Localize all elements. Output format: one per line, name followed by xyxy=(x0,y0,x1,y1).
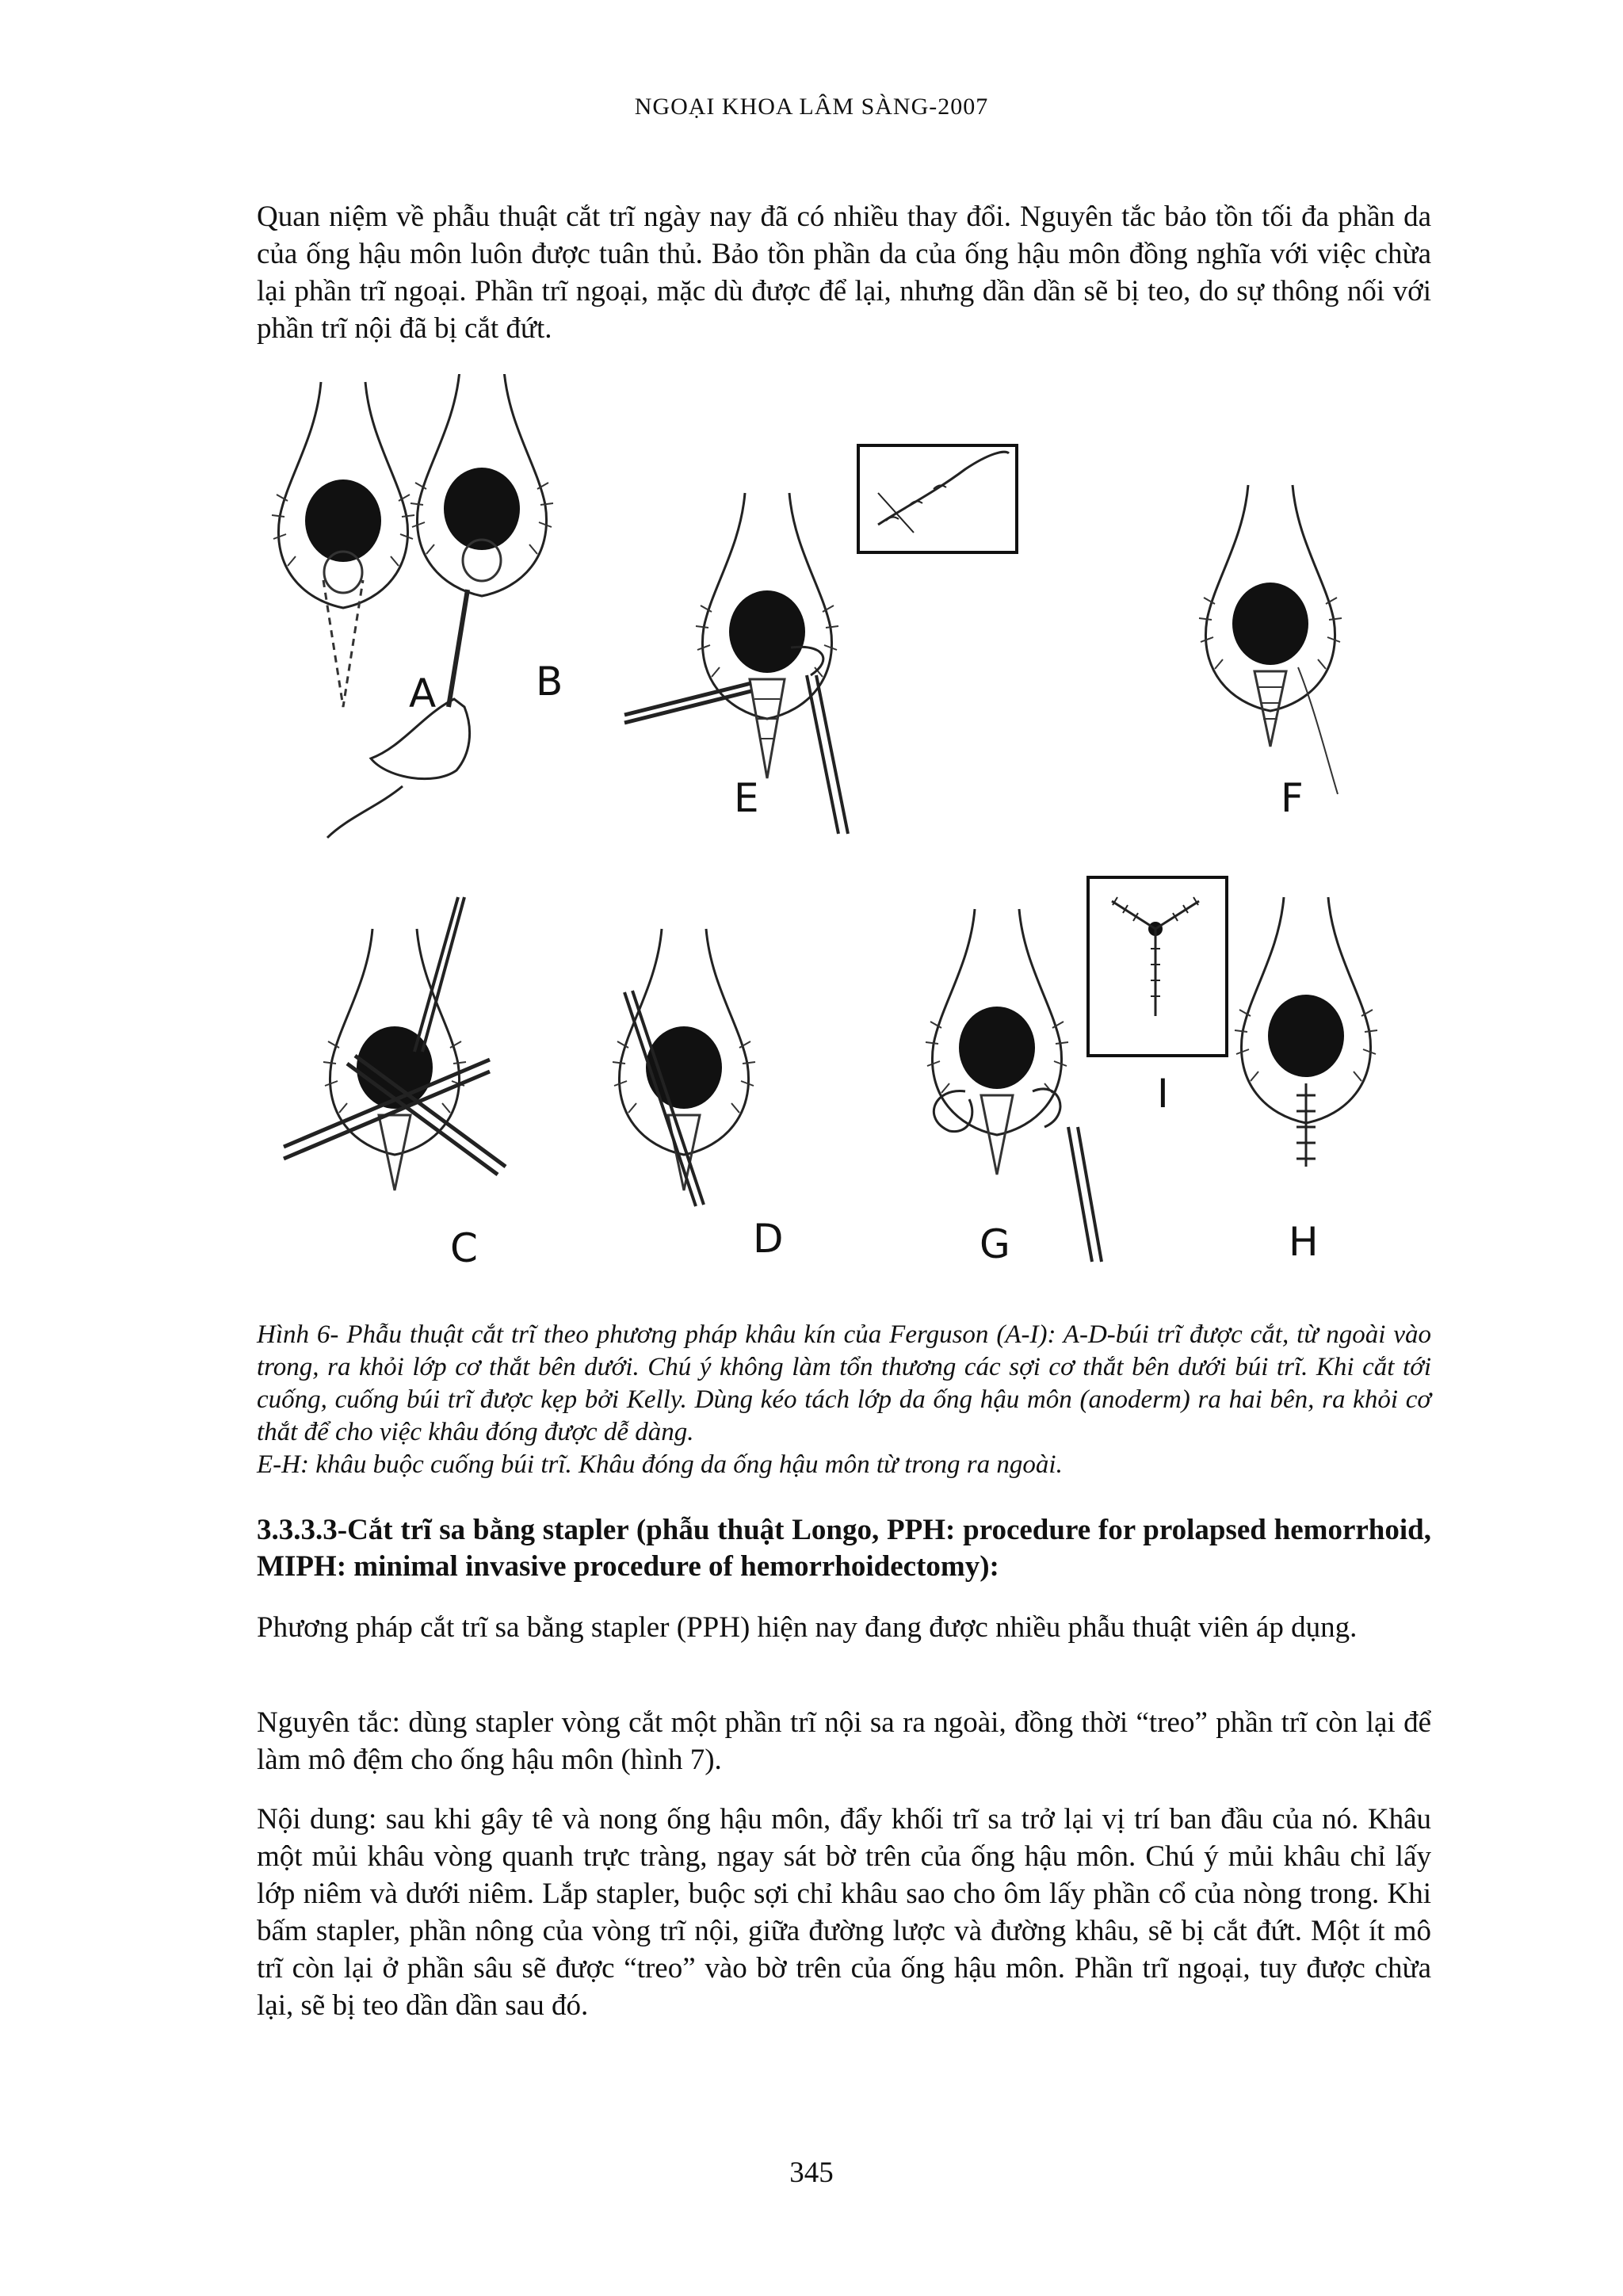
panel-label-b: B xyxy=(536,659,563,705)
panel-a-drawing xyxy=(272,382,414,707)
panel-label-a: A xyxy=(409,670,437,716)
caption-line-1: Hình 6- Phẫu thuật cắt trĩ theo phương pháp khâu kín của Ferguson (A-I): A-D-búi trĩ được cắt, từ ngoài vào trong, ra khỏi lớp cơ thắt bên dưới. Chú ý không làm tổn thương các sợi cơ thắt bên dưới búi trĩ. Khi cắt tới cuống, cuống búi trĩ được kẹp bởi Kelly. Dùng kéo tách lớp da ống hậu môn (anoderm) ra hai bên, ra khỏi cơ thắt để cho việc khâu đóng được dễ dàng. xyxy=(257,1320,1431,1446)
section-paragraph-2: Nguyên tắc: dùng stapler vòng cắt một phần trĩ nội sa ra ngoài, đồng thời “treo” phần trĩ còn lại để làm mô đệm cho ống hậu môn (hình 7). xyxy=(257,1706,1431,1776)
panel-g-drawing xyxy=(926,909,1102,1262)
panel-b-drawing xyxy=(327,374,553,838)
figure-caption xyxy=(257,1319,1431,1481)
panel-label-c: C xyxy=(450,1225,478,1271)
section-paragraph-3: Nội dung: sau khi gây tê và nong ống hậu môn, đẩy khối trĩ sa trở lại vị trí ban đầu của nó. Khâu một mủi khâu vòng quanh trực tràng, ngay sát bờ trên của ống hậu môn. Chú ý mủi khâu chỉ lấy lớp niêm và dưới niêm. Lắp stapler, buộc sợi chỉ khâu sao cho ôm lấy phần cổ của nòng trong. Khi bấm stapler, phần nông của vòng trĩ nội, giữa đường lược và đường khâu, sẽ bị cắt đứt. Một ít mô trĩ còn lại ở phần sâu sẽ được “treo” vào bờ trên của ống hậu môn. Phần trĩ ngoại, tuy được chừa lại, sẽ bị teo dần dần sau đó. xyxy=(257,1803,1431,2022)
panel-d-drawing xyxy=(613,929,755,1206)
panel-c-drawing xyxy=(284,897,506,1190)
section-paragraph-1: Phương pháp cắt trĩ sa bằng stapler (PPH) hiện nay đang được nhiều phẫu thuật viên áp dụng. xyxy=(257,1611,1358,1644)
section-heading: 3.3.3.3-Cắt trĩ sa bằng stapler (phẫu thuật Longo, PPH: procedure for prolapsed hemorrhoid, MIPH: minimal invasive procedure of hemorrhoidectomy): xyxy=(257,1514,1431,1583)
inset-i-suture-diagram xyxy=(1088,877,1227,1056)
panel-label-h: H xyxy=(1289,1219,1319,1265)
caption-line-2: E-H: khâu buộc cuống búi trĩ. Khâu đóng da ống hậu môn từ trong ra ngoài. xyxy=(257,1450,1063,1479)
panel-label-g: G xyxy=(980,1221,1010,1267)
surgical-illustration-figure xyxy=(252,374,1441,1308)
panel-f-drawing xyxy=(1199,485,1342,794)
page-number: 345 xyxy=(789,2157,834,2189)
figure-drawing xyxy=(252,374,1441,1308)
inset-suture-detail xyxy=(858,445,1017,552)
intro-paragraph: Quan niệm về phẫu thuật cắt trĩ ngày nay đã có nhiều thay đổi. Nguyên tắc bảo tồn tối đa phần da của ống hậu môn luôn được tuân thủ. Bảo tồn phần da của ống hậu môn đồng nghĩa với việc chừa lại phần trĩ ngoại. Phần trĩ ngoại, mặc dù được để lại, nhưng dần dần sẽ bị teo, do sự thông nối với phần trĩ nội đã bị cắt đứt. xyxy=(257,201,1431,345)
panel-label-d: D xyxy=(753,1216,784,1262)
panel-label-f: F xyxy=(1281,775,1304,821)
running-header: NGOẠI KHOA LÂM SÀNG-2007 xyxy=(634,94,989,120)
panel-label-e: E xyxy=(734,775,759,821)
panel-label-i: I xyxy=(1157,1071,1169,1117)
panel-h-drawing xyxy=(1235,897,1377,1167)
